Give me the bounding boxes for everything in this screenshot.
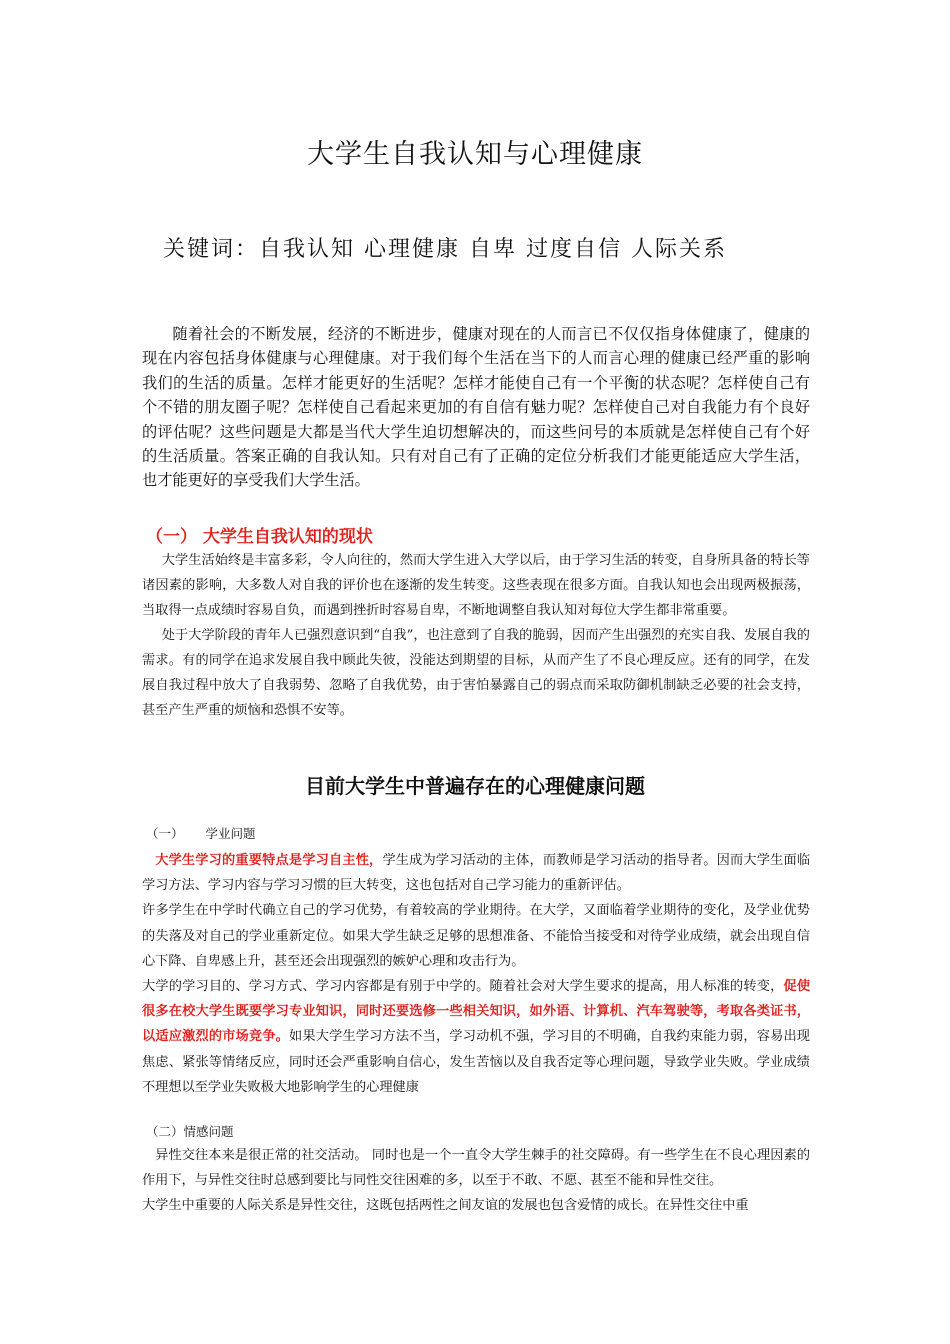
paragraph-text: 如果大学生学习方法不当，学习动机不强，学习目的不明确，自我约束能力弱，容易出现焦虑、紧张等情绪反应，同时还会严重影响自信心，发生苦恼以及自我否定等心理问题，导致学业失败。学业成绩不理想以至学业失败极大地影响学生的心理健康: [142, 1029, 810, 1095]
emotion-paragraph-2: 大学生中重要的人际关系是异性交往，这既包括两性之间友谊的发展也包含爱情的成长。在异性交往中重: [142, 1198, 749, 1213]
subsection-academic-heading: [146, 824, 256, 842]
subsection-emotion-heading: （二）情感问题: [146, 1124, 234, 1139]
section2-body: [142, 848, 810, 1100]
emotion-paragraph-1: 异性交往本来是很正常的社交活动。 同时也是一个一直令大学生棘手的社交障碍。有一些学生在不良心理因素的作用下，与异性交往时总感到要比与同性交往困难的多，以至于不敢、不愿、甚至不能和异性交往。: [142, 1148, 810, 1188]
highlight-text: 大学生学习的重要特点是学习自主性，: [155, 853, 383, 868]
academic-paragraph-2: 许多学生在中学时代确立自己的学习优势，有着较高的学业期待。在大学，又面临着学业期待的变化，及学业优势的失落及对自己的学业重新定位。如果大学生缺乏足够的思想准备、不能恰当接受和对待学业成绩，就会出现自信心下降、自卑感上升，甚至还会出现强烈的嫉妒心理和攻击行为。: [142, 903, 810, 969]
paragraph-text: 大学的学习目的、学习方式、学习内容都是有别于中学的。随着社会对大学生要求的提高，用人标准的转变，: [142, 979, 784, 995]
keywords-line: 关键词：自我认知 心理健康 自卑 过度自信 人际关系: [163, 237, 727, 262]
academic-paragraph-3: [142, 974, 810, 1100]
academic-paragraph-1: [142, 848, 810, 898]
intro-section: [142, 322, 810, 493]
subsection-label: 学业问题: [205, 826, 256, 841]
emotion-body: [142, 1143, 810, 1218]
section2-heading: 目前大学生中普遍存在的心理健康问题: [305, 774, 645, 798]
section1-heading: （一） 大学生自我认知的现状: [146, 527, 373, 547]
section1-body: [142, 548, 810, 723]
section1-paragraph-1: 大学生活始终是丰富多彩，令人向往的，然而大学生进入大学以后，由于学习生活的转变，自身所具备的特长等诸因素的影响，大多数人对自我的评价也在逐渐的发生转变。这些表现在很多方面。自我认知也会出现两极振荡，当取得一点成绩时容易自负，而遇到挫折时容易自卑，不断地调整自我认知对每位大学生都非常重要。: [142, 553, 810, 618]
highlight-text: 促使很多在校大学生既要学习专业知识，同时还要选修一些相关知识，如外语、计算机、汽车驾驶等，考取各类证书，以适应激烈的市场竞争。: [142, 979, 811, 1045]
subsection-number: （一）: [146, 826, 184, 841]
intro-paragraph: 随着社会的不断发展，经济的不断进步，健康对现在的人而言已不仅仅指身体健康了，健康的现在内容包括身体健康与心理健康。对于我们每个生活在当下的人而言心理的健康已经严重的影响我们的生活的质量。怎样才能更好的生活呢？怎样才能使自己有一个平衡的状态呢？怎样使自己有个不错的朋友圈子呢？怎样使自己看起来更加的有自信有魅力呢？怎样使自己对自我能力有个良好的评估呢？这些问题是大都是当代大学生迫切想解决的，而这些问号的本质就是怎样使自己有个好的生活质量。答案正确的自我认知。只有对自己有了正确的定位分析我们才能更能适应大学生活，也才能更好的享受我们大学生活。: [142, 325, 810, 490]
paragraph-text: 学生成为学习活动的主体，而教师是学习活动的指导者。因而大学生面临学习方法、学习内容与学习习惯的巨大转变，这也包括对自己学习能力的重新评估。: [142, 853, 811, 894]
section1-paragraph-2: 处于大学阶段的青年人已强烈意识到“自我”，也注意到了自我的脆弱，因而产生出强烈的充实自我、发展自我的需求。有的同学在追求发展自我中顾此失彼，没能达到期望的目标，从而产生了不良心理反应。还有的同学，在发展自我过程中放大了自我弱势、忽略了自我优势，由于害怕暴露自己的弱点而采取防御机制缺乏必要的社会支持，甚至产生严重的烦恼和恐惧不安等。: [142, 628, 810, 718]
document-title: 大学生自我认知与心理健康: [307, 139, 643, 170]
